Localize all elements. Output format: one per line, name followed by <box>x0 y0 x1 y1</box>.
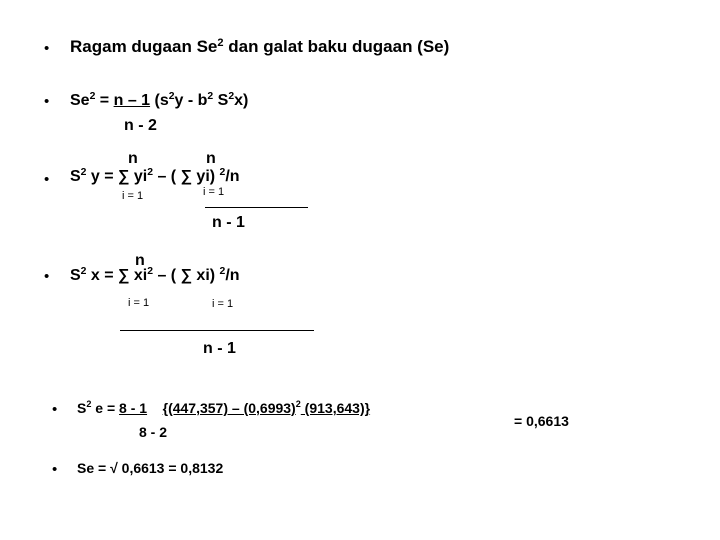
se2-formula: $Se^2 = n - 1$ ($s^2y - b^2$ $S^2x$) <box>70 91 249 109</box>
s2y-formula: $S^2$ y = ∑ $yi^2$ – ( ∑ yi) $^2$/n <box>70 167 240 185</box>
sum-lower-limit: i = 1 <box>212 298 234 310</box>
s2e-result: = 0,6613 <box>514 413 569 429</box>
bullet: • <box>44 40 50 57</box>
s2x-formula: $S^2$ x = ∑ $xi^2$ – ( ∑ xi) $^2$/n <box>70 266 240 284</box>
bullet: • <box>52 461 58 478</box>
s2e-formula: $S^2$ e = 8 - 1 {$(447,357) - (0,6993)^2$ (913,643)} <box>77 399 371 416</box>
sum-upper-limit: n <box>128 150 138 167</box>
fraction-bar <box>205 207 308 208</box>
bullet: • <box>44 171 50 188</box>
s2e-denominator: 8 - 2 <box>139 424 168 440</box>
bullet: • <box>52 401 58 418</box>
fraction-bar <box>120 330 314 331</box>
sum-upper-limit: n <box>206 150 216 167</box>
s2x-denominator: n - 1 <box>203 340 236 357</box>
se-result: Se = √ 0,6613 = 0,8132 <box>77 460 224 476</box>
sum-upper-limit: n <box>135 252 145 269</box>
se2-denominator: n - 2 <box>124 117 157 134</box>
sum-lower-limit: i = 1 <box>203 186 225 198</box>
sum-lower-limit: i = 1 <box>128 297 150 309</box>
bullet: • <box>44 93 50 110</box>
s2y-denominator: n - 1 <box>212 214 245 231</box>
page-title: Ragam dugaan Se$^2$ dan galat baku dugaan (Se) <box>70 37 450 56</box>
sum-lower-limit: i = 1 <box>122 190 144 202</box>
bullet: • <box>44 268 50 285</box>
